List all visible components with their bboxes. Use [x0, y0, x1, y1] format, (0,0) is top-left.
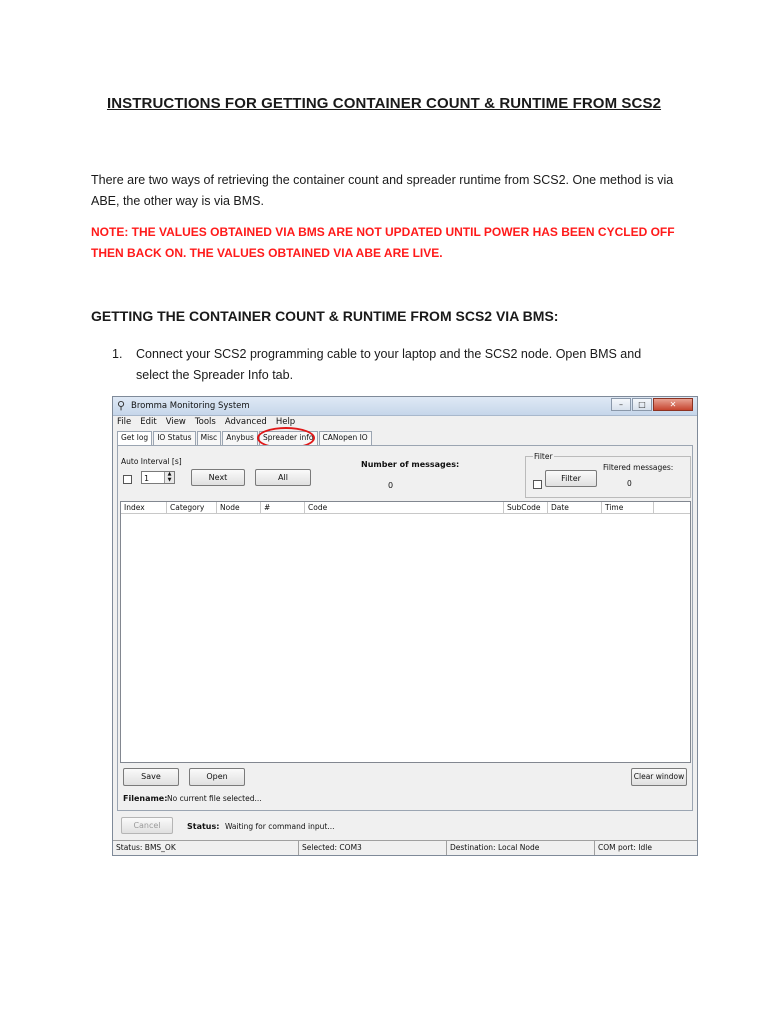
cancel-button[interactable]: Cancel [121, 817, 173, 834]
tab-spreader-info[interactable]: Spreader info [259, 431, 318, 445]
number-of-messages-label: Number of messages: [361, 460, 460, 469]
tab-get-log[interactable]: Get log [117, 431, 152, 445]
message-table[interactable] [120, 501, 691, 763]
next-button[interactable]: Next [191, 469, 245, 486]
step-1-number: 1. [112, 347, 123, 361]
filtered-messages-label: Filtered messages: [603, 463, 674, 472]
section-heading: GETTING THE CONTAINER COUNT & RUNTIME FROM SCS2 VIA BMS: [91, 308, 559, 324]
interval-value: 1 [144, 474, 150, 483]
window-titlebar [113, 397, 697, 416]
filtered-messages-value: 0 [627, 479, 632, 488]
column-subcode[interactable]: SubCode [504, 502, 548, 513]
intro-paragraph: There are two ways of retrieving the container count and spreader runtime from SCS2. One method is via ABE, the other way is via BMS. [91, 173, 674, 208]
bms-window-screenshot [112, 396, 698, 856]
statusbar [113, 840, 697, 855]
filter-checkbox[interactable] [533, 480, 542, 489]
statusbar-com-port: COM port: Idle [598, 843, 652, 852]
table-header [121, 502, 690, 514]
status-label: Status: [187, 822, 220, 831]
menu-view[interactable]: View [165, 417, 186, 427]
menu-help[interactable]: Help [275, 417, 296, 427]
minimize-icon[interactable]: – [611, 398, 631, 411]
tab-io-status[interactable]: IO Status [153, 431, 195, 445]
status-value: Waiting for command input... [225, 822, 335, 831]
tab-misc[interactable]: Misc [197, 431, 222, 445]
column-index[interactable]: Index [121, 502, 167, 513]
column-date[interactable]: Date [548, 502, 602, 513]
menu-tools[interactable]: Tools [194, 417, 216, 427]
menu-edit[interactable]: Edit [140, 417, 157, 427]
column-time[interactable]: Time [602, 502, 654, 513]
menu-advanced[interactable]: Advanced [224, 417, 267, 427]
window-controls [610, 398, 693, 412]
column-number[interactable]: # [261, 502, 305, 513]
clear-window-button[interactable]: Clear window [631, 768, 687, 786]
column-category[interactable]: Category [167, 502, 217, 513]
save-button[interactable]: Save [123, 768, 179, 786]
open-button[interactable]: Open [189, 768, 245, 786]
number-of-messages-value: 0 [388, 481, 394, 490]
menu-file[interactable]: File [117, 417, 132, 427]
statusbar-destination: Destination: Local Node [447, 841, 595, 855]
app-pin-icon: ⚲ [117, 399, 126, 412]
statusbar-status: Status: BMS_OK [113, 841, 299, 855]
menubar [113, 416, 701, 429]
interval-stepper[interactable] [141, 471, 175, 484]
filename-label: Filename: [123, 794, 168, 803]
column-node[interactable]: Node [217, 502, 261, 513]
auto-interval-label: Auto Interval [s] [121, 457, 182, 466]
filter-group-label: Filter [534, 452, 553, 461]
maximize-icon[interactable]: □ [632, 398, 652, 411]
document-title: INSTRUCTIONS FOR GETTING CONTAINER COUNT & RUNTIME FROM SCS2 [106, 95, 662, 112]
window-title: Bromma Monitoring System [131, 401, 250, 411]
filename-value: No current file selected... [167, 794, 262, 803]
tab-anybus[interactable]: Anybus [222, 431, 258, 445]
all-button[interactable]: All [255, 469, 311, 486]
spin-arrows-icon[interactable]: ▲ ▼ [164, 472, 174, 483]
step-1-text: Connect your SCS2 programming cable to your laptop and the SCS2 node. Open BMS and select the Spreader Info tab. [136, 347, 642, 382]
auto-interval-checkbox[interactable] [123, 475, 132, 484]
close-icon[interactable]: ✕ [653, 398, 693, 411]
note-paragraph: NOTE: THE VALUES OBTAINED VIA BMS ARE NOT UPDATED UNTIL POWER HAS BEEN CYCLED OFF THEN BACK ON. THE VALUES OBTAINED VIA ABE ARE LIVE. [91, 225, 675, 260]
statusbar-selected: Selected: COM3 [299, 841, 447, 855]
filter-button[interactable]: Filter [545, 470, 597, 487]
column-code[interactable]: Code [305, 502, 504, 513]
tab-strip [117, 431, 373, 445]
tab-canopen-io[interactable]: CANopen IO [319, 431, 372, 445]
